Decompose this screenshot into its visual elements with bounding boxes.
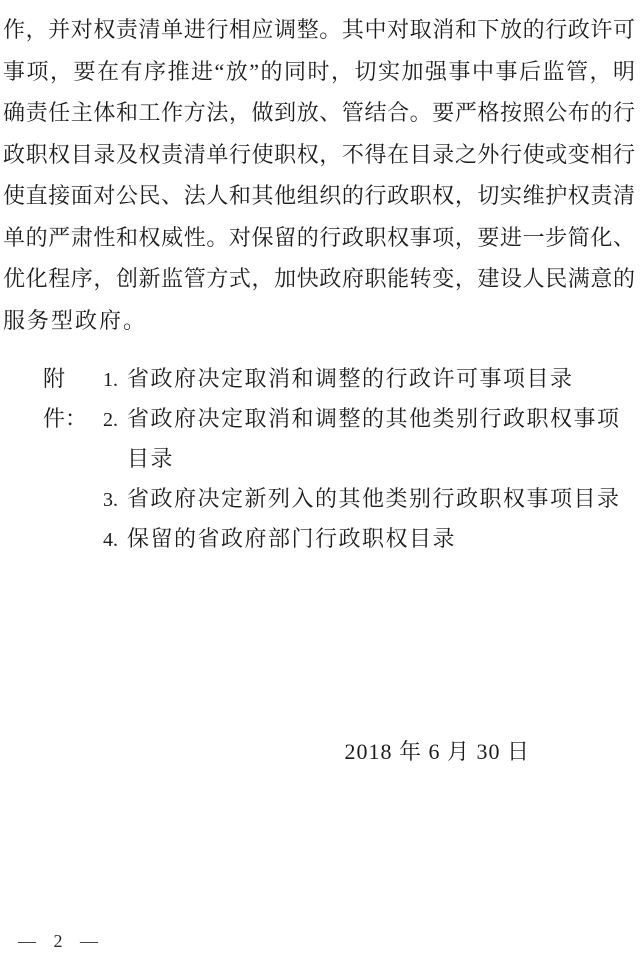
attachment-item-number: 4.	[103, 529, 118, 551]
body-line: 服务型政府。	[3, 307, 148, 333]
body-line: 事项，要在有序推进“放”的同时，切实加强事中事后监管，明	[3, 58, 635, 84]
body-line: 单的严肃性和权威性。对保留的行政职权事项，要进一步简化、	[3, 224, 635, 250]
attachment-item-text: 省政府决定新列入的其他类别行政职权事项目录	[127, 486, 621, 511]
attachment-item-number: 3.	[103, 489, 118, 511]
body-line: 优化程序，创新监管方式，加快政府职能转变，建设人民满意的	[3, 266, 635, 291]
body-paragraph	[3, 9, 635, 341]
page-number: — 2 —	[18, 931, 101, 951]
body-line: 政职权目录及权责清单行使职权，不得在目录之外行使或变相行	[3, 141, 635, 167]
attachment-item-text: 省政府决定取消和调整的行政许可事项目录	[127, 366, 574, 391]
attachment-item-text: 保留的省政府部门行政职权目录	[127, 526, 457, 551]
attachment-row	[43, 479, 640, 519]
attachment-row	[43, 439, 640, 479]
attachments-section	[43, 359, 640, 559]
body-line: 作，并对权责清单进行相应调整。其中对取消和下放的行政许可	[3, 17, 635, 42]
attachments-label: 附件：	[43, 366, 88, 431]
attachment-item-number: 2.	[103, 409, 118, 431]
body-line: 使直接面对公民、法人和其他组织的行政职权，切实维护权责清	[3, 183, 635, 208]
attachment-item-text: 省政府决定取消和调整的其他类别行政职权事项	[127, 406, 621, 431]
attachment-row	[43, 399, 640, 439]
signature-date: 2018 年 6 月 30 日	[344, 739, 530, 764]
body-line: 确责任主体和工作方法，做到放、管结合。要严格按照公布的行	[3, 100, 635, 125]
attachment-row	[43, 519, 640, 559]
attachment-item-number: 1.	[103, 369, 118, 391]
attachment-item-text: 目录	[127, 446, 175, 471]
